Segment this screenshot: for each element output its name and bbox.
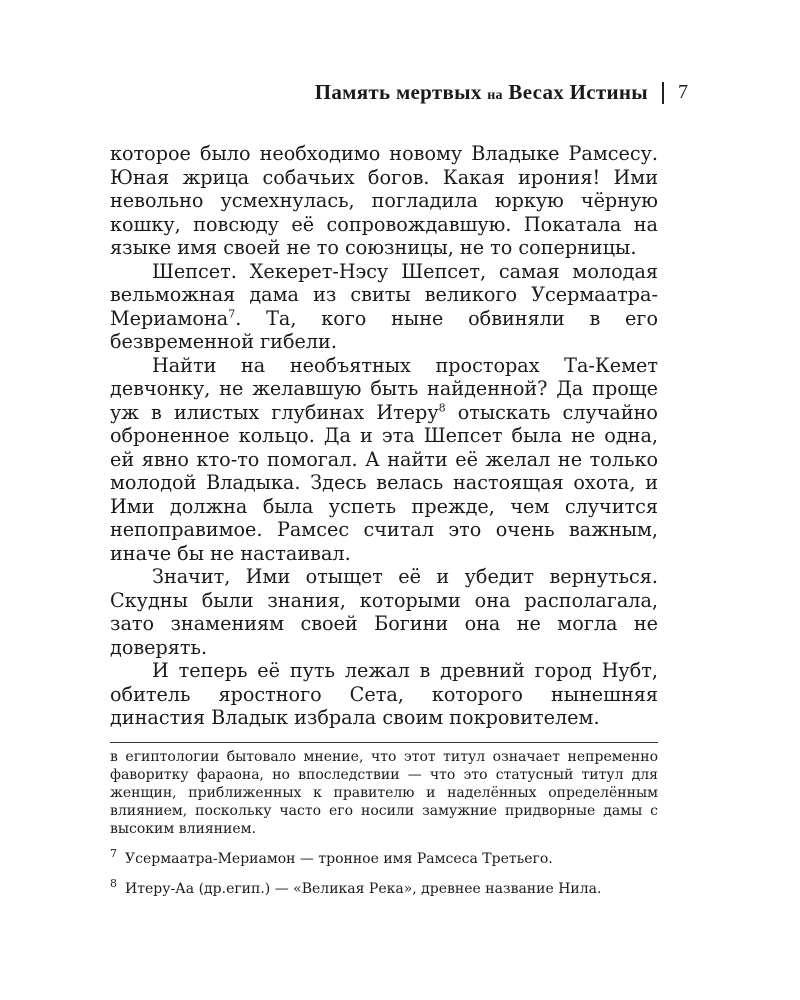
paragraph: И теперь её путь лежал в древний город Нубт, обитель яростного Сета, которого нынешняя династия Владык избрала своим покровителем. [110, 659, 658, 729]
paragraph: Шепсет. Хекерет-Нэсу Шепсет, самая молодая вельможная дама из свиты великого Усермаатра-Мериамона$^7$. Та, кого ныне обвиняли в его безвременной гибели. [110, 259, 658, 353]
book-title: Память мертвых на Весах Истины [314, 80, 648, 104]
footnote-continued: в египтологии бытовало мнение, что этот титул означает непременно фаворитку фараона, но впоследствии — что это статусный титул для женщин, приближенных к правителю и наделённых определённым влиянием, поскольку часто его носили замужние придворные дамы с высоким влиянием. [110, 749, 658, 837]
paragraph: Значит, Ими отыщет её и убедит вернуться. Скудны были знания, которыми она располагала, зато знамениям своей Богини она не могла не доверять. [110, 565, 658, 659]
page-number: 7 [678, 81, 688, 103]
paragraph: Найти на необъятных просторах Та-Кемет девчонку, не желавшую быть найденной? Да проще уж в илистых глубинах Итеру$^8$ отыскать случайно оброненное кольцо. Да и эта Шепсет была не одна, ей явно кто-то помогал. А найти её желал не только молодой Владыка. Здесь велась настоящая охота, и Ими должна была успеть прежде, чем случится непоправимое. Рамсес считал это очень важным, иначе бы не настаивал. [110, 353, 658, 565]
main-text [110, 142, 658, 730]
footnote-ref-8[interactable]: 8 [438, 401, 446, 415]
footnote-8: $^8$ Итеру-Аа (др.егип.) — «Великая Река», древнее название Нила. [110, 877, 602, 897]
footnote-divider [110, 742, 658, 743]
running-header [315, 80, 688, 105]
footnotes [110, 748, 658, 898]
footnote-ref-7[interactable]: 7 [228, 307, 236, 321]
header-divider [662, 82, 664, 104]
paragraph: которое было необходимо новому Владыке Рамсесу. Юная жрица собачьих богов. Какая ирония! Ими невольно усмехнулась, погладила юркую чёрную кошку, повсюду её сопровождавшую. Покатала на языке имя своей не то союзницы, не то соперницы. [110, 142, 658, 259]
footnote-7: $^7$ Усермаатра-Мериамон — тронное имя Рамсеса Третьего. [110, 847, 553, 867]
